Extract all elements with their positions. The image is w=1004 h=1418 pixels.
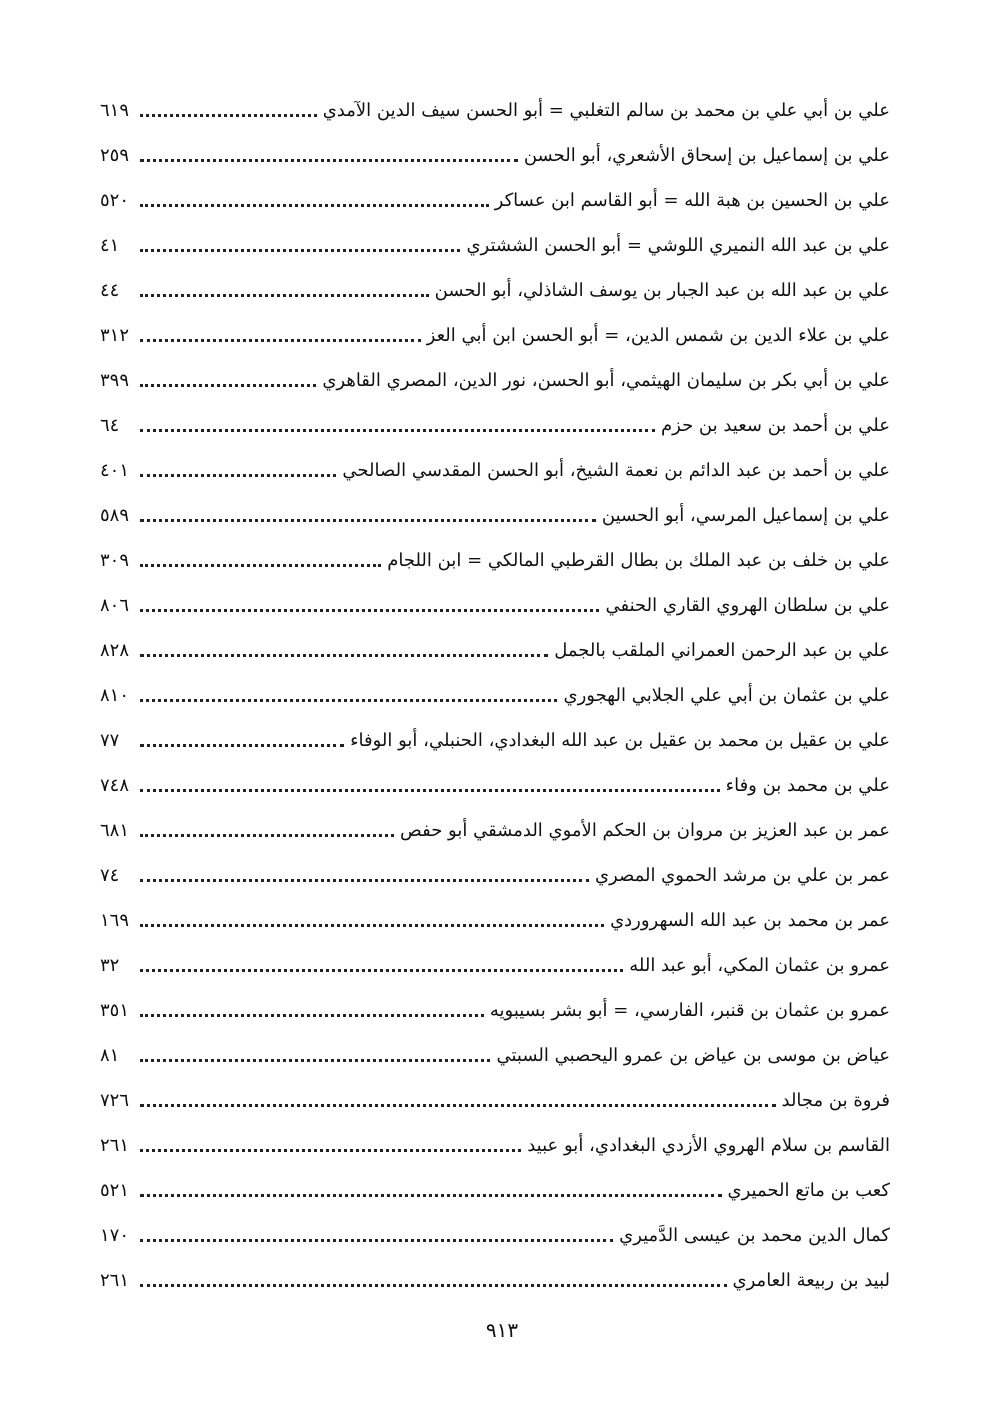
entry-page-number: ٣١٢ — [100, 324, 130, 346]
entry-name: عمر بن محمد بن عبد الله السهروردي — [610, 909, 890, 931]
entry-name: علي بن عبد الله بن عبد الجبار بن يوسف الشاذلي، أبو الحسن — [434, 279, 890, 301]
entry-page-number: ٧٤ — [100, 864, 120, 886]
index-list — [100, 88, 890, 1303]
index-entry — [100, 1033, 890, 1078]
entry-name: علي بن محمد بن وفاء — [725, 774, 890, 796]
index-entry — [100, 88, 890, 133]
entry-name: علي بن سلطان الهروي القاري الحنفي — [605, 594, 890, 616]
entry-page-number: ٤٠١ — [100, 459, 130, 481]
dot-leader — [140, 864, 589, 888]
index-entry — [100, 268, 890, 313]
dot-leader — [140, 1089, 776, 1113]
entry-page-number: ٥٨٩ — [100, 504, 130, 526]
dot-leader — [140, 459, 336, 483]
index-entry — [100, 583, 890, 628]
dot-leader — [140, 774, 720, 798]
dot-leader — [140, 99, 317, 123]
entry-name: علي بن خلف بن عبد الملك بن بطال القرطبي المالكي = ابن اللجام — [387, 549, 890, 571]
index-entry — [100, 178, 890, 223]
index-entry — [100, 1168, 890, 1213]
entry-page-number: ٢٦١ — [100, 1269, 130, 1291]
index-entry — [100, 133, 890, 178]
dot-leader — [140, 189, 489, 213]
entry-name: عمرو بن عثمان بن قنبر، الفارسي، = أبو بشر بسيبويه — [489, 999, 890, 1021]
entry-name: علي بن علاء الدين بن شمس الدين، = أبو الحسن ابن أبي العز — [426, 324, 890, 346]
index-entry — [100, 448, 890, 493]
entry-name: علي بن إسماعيل بن إسحاق الأشعري، أبو الحسن — [523, 144, 890, 166]
dot-leader — [140, 1044, 490, 1068]
entry-name: علي بن عبد الله النميري اللوشي = أبو الحسن الششتري — [466, 234, 890, 256]
index-entry — [100, 403, 890, 448]
entry-name: علي بن الحسين بن هبة الله = أبو القاسم ابن عساكر — [494, 189, 890, 211]
entry-page-number: ٦٤ — [100, 414, 120, 436]
entry-name: علي بن أبي بكر بن سليمان الهيثمي، أبو الحسن، نور الدين، المصري القاهري — [322, 369, 890, 391]
dot-leader — [140, 414, 655, 438]
dot-leader — [140, 1224, 613, 1248]
entry-page-number: ٥٢٠ — [100, 189, 130, 211]
entry-page-number: ٨٠٦ — [100, 594, 130, 616]
entry-name: علي بن أحمد بن عبد الدائم بن نعمة الشيخ، أبو الحسن المقدسي الصالحي — [342, 459, 890, 481]
index-entry — [100, 538, 890, 583]
entry-page-number: ٢٥٩ — [100, 144, 130, 166]
dot-leader — [140, 369, 316, 393]
entry-page-number: ٥٢١ — [100, 1179, 130, 1201]
index-entry — [100, 943, 890, 988]
index-entry — [100, 673, 890, 718]
index-entry — [100, 853, 890, 898]
entry-page-number: ٧٢٦ — [100, 1089, 130, 1111]
entry-name: لبيد بن ربيعة العامري — [732, 1269, 890, 1291]
index-entry — [100, 988, 890, 1033]
index-entry — [100, 628, 890, 673]
entry-name: عياض بن موسى بن عياض بن عمرو اليحصبي السبتي — [496, 1044, 890, 1066]
entry-name: فروة بن مجالد — [781, 1089, 890, 1111]
entry-page-number: ٨١ — [100, 1044, 120, 1066]
entry-page-number: ٨٢٨ — [100, 639, 130, 661]
index-entry — [100, 493, 890, 538]
entry-page-number: ٢٦١ — [100, 1134, 130, 1156]
dot-leader — [140, 909, 604, 933]
entry-page-number: ٦١٩ — [100, 99, 130, 121]
index-entry — [100, 313, 890, 358]
entry-page-number: ٣٩٩ — [100, 369, 130, 391]
dot-leader — [140, 819, 394, 843]
index-entry — [100, 898, 890, 943]
dot-leader — [140, 1269, 727, 1293]
entry-page-number: ٦٨١ — [100, 819, 130, 841]
index-entry — [100, 1258, 890, 1303]
entry-page-number: ١٦٩ — [100, 909, 130, 931]
index-entry — [100, 1078, 890, 1123]
dot-leader — [140, 324, 421, 348]
entry-name: علي بن أحمد بن سعيد بن حزم — [661, 414, 890, 436]
dot-leader — [140, 639, 548, 663]
entry-page-number: ٨١٠ — [100, 684, 130, 706]
index-entry — [100, 808, 890, 853]
dot-leader — [140, 234, 460, 258]
index-entry — [100, 1123, 890, 1168]
entry-name: عمر بن عبد العزيز بن مروان بن الحكم الأموي الدمشقي أبو حفص — [400, 819, 890, 841]
index-entry — [100, 223, 890, 268]
entry-name: كعب بن ماتع الحميري — [727, 1179, 890, 1201]
dot-leader — [140, 279, 429, 303]
entry-page-number: ٣٠٩ — [100, 549, 130, 571]
index-entry — [100, 718, 890, 763]
dot-leader — [140, 954, 623, 978]
dot-leader — [140, 144, 518, 168]
entry-page-number: ٤١ — [100, 234, 120, 256]
dot-leader — [140, 1179, 722, 1203]
dot-leader — [140, 504, 596, 528]
entry-name: القاسم بن سلام الهروي الأزدي البغدادي، أبو عبيد — [527, 1134, 890, 1156]
dot-leader — [140, 549, 381, 573]
index-entry — [100, 358, 890, 403]
entry-page-number: ١٧٠ — [100, 1224, 130, 1246]
entry-page-number: ٧٤٨ — [100, 774, 130, 796]
entry-name: عمر بن علي بن مرشد الحموي المصري — [594, 864, 890, 886]
entry-name: علي بن عقيل بن محمد بن عقيل بن عبد الله البغدادي، الحنبلي، أبو الوفاء — [350, 729, 890, 751]
dot-leader — [140, 1134, 521, 1158]
entry-page-number: ٣٢ — [100, 954, 120, 976]
entry-page-number: ٧٧ — [100, 729, 120, 751]
entry-name: علي بن عبد الرحمن العمراني الملقب بالجمل — [554, 639, 890, 661]
entry-name: علي بن إسماعيل المرسي، أبو الحسين — [601, 504, 890, 526]
entry-name: علي بن أبي علي بن محمد بن سالم التغلبي = أبو الحسن سيف الدين الآمدي — [322, 99, 890, 121]
index-entry — [100, 763, 890, 808]
dot-leader — [140, 594, 599, 618]
dot-leader — [140, 684, 557, 708]
dot-leader — [140, 999, 484, 1023]
entry-name: كمال الدين محمد بن عيسى الدَّميري — [619, 1224, 890, 1246]
entry-page-number: ٤٤ — [100, 279, 120, 301]
dot-leader — [140, 729, 344, 753]
page-number: ٩١٣ — [485, 1318, 519, 1342]
entry-name: علي بن عثمان بن أبي علي الجلابي الهجوري — [563, 684, 890, 706]
index-entry — [100, 1213, 890, 1258]
entry-name: عمرو بن عثمان المكي، أبو عبد الله — [629, 954, 890, 976]
entry-page-number: ٣٥١ — [100, 999, 130, 1021]
